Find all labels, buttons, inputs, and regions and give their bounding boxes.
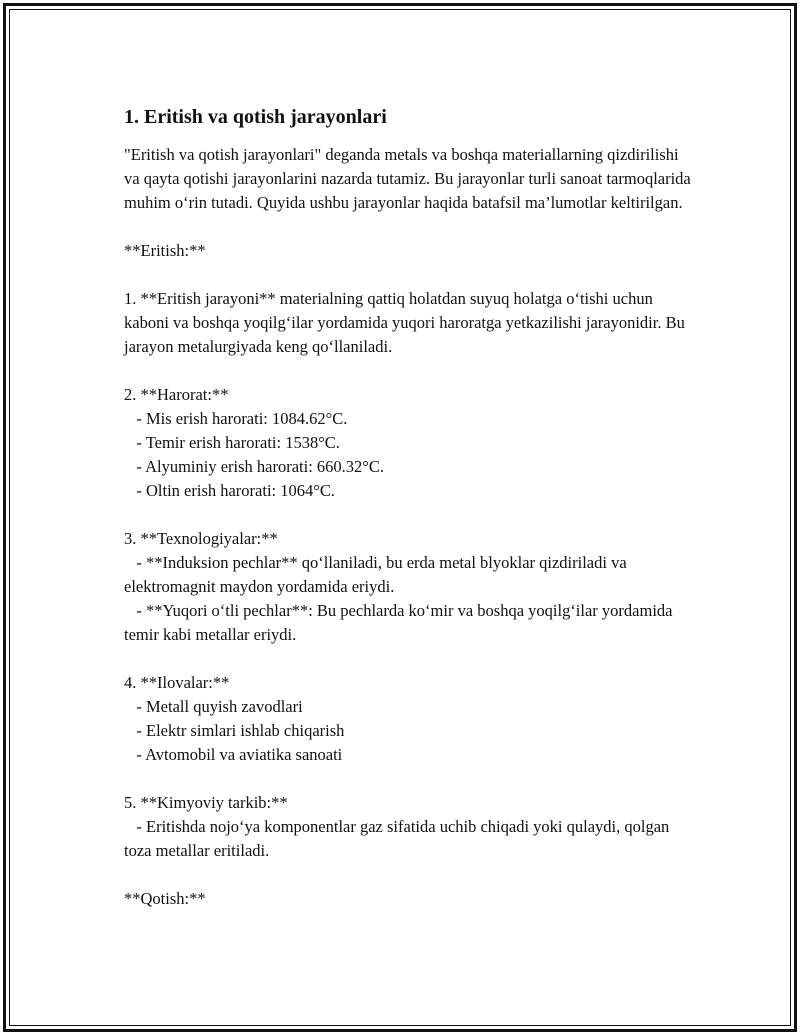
document-body: "Eritish va qotish jarayonlari" deganda metals va boshqa materiallarning qizdirilishi va qayta qotishi jarayonlarini nazarda tutamiz. Bu jarayonlar turli sanoat tarmoqlarida muhim o‘rin tutadi. Quyida ushbu jarayonlar haqida batafsil ma’lumotlar keltirilgan. **Eritish:** 1. **Eritish jarayoni** materialning qattiq holatdan suyuq holatga o‘tishi uchun kaboni va boshqa yoqilg‘ilar yordamida yuqori haroratga yetkazilishi jarayonidir. Bu jarayon metalurgiyada keng qo‘llaniladi. 2. **Harorat:** - Mis erish harorati: 1084.62°C. - Temir erish harorati: 1538°C. - Alyuminiy erish harorati: 660.32°C. - Oltin erish harorati: 1064°C. 3. **Texnologiyalar:** - **Induksion pechlar** qo‘llaniladi, bu erda metal blyoklar qizdiriladi va elektromagnit maydon yordamida eriydi. - **Yuqori o‘tli pechlar**: Bu pechlarda ko‘mir va boshqa yoqilg‘ilar yordamida temir kabi metallar eriydi. 4. **Ilovalar:** - Metall quyish zavodlari - Elektr simlari ishlab chiqarish - Avtomobil va aviatika sanoati 5. **Kimyoviy tarkib:** - Eritishda nojo‘ya komponentlar gaz sifatida uchib chiqadi yoki qulaydi, qolgan toza metallar eritiladi. **Qotish:** (124, 145, 691, 908)
document-heading: 1. Eritish va qotish jarayonlari (124, 106, 387, 128)
document-content (124, 103, 694, 911)
page-frame (3, 3, 797, 1032)
page-inner-border (9, 9, 791, 1026)
